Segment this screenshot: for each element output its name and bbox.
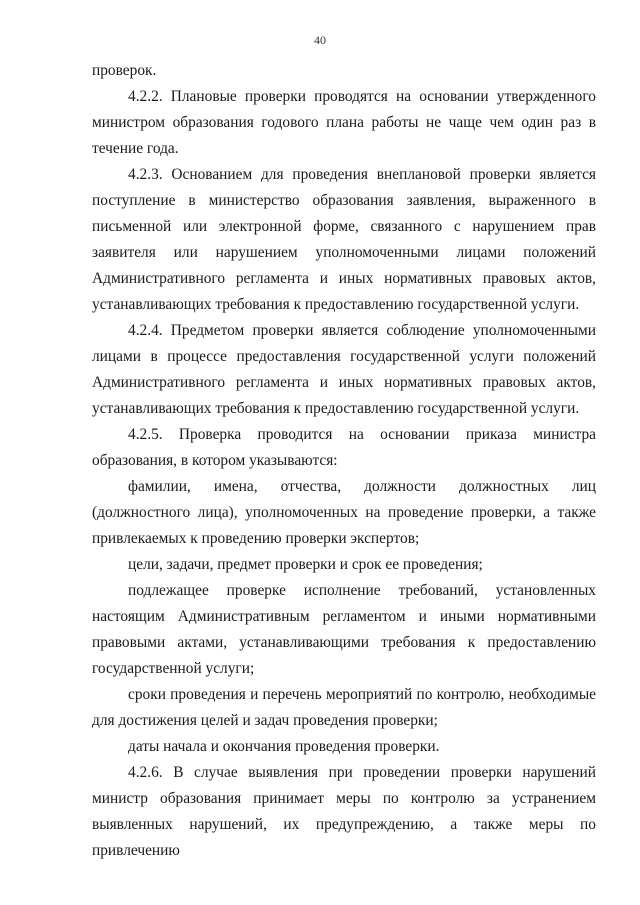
paragraph-4-2-2: 4.2.2. Плановые проверки проводятся на основании утвержденного министром образования годового плана работы не чаще чем один раз в течение года. [92, 88, 596, 157]
document-body [92, 58, 596, 864]
list-item-goals: цели, задачи, предмет проверки и срок ее проведения; [128, 556, 483, 573]
page-number: 40 [314, 33, 326, 47]
paragraph-4-2-6: 4.2.6. В случае выявления при проведении проверки нарушений министр образования принимает меры по контролю за устранением выявленных нарушений, их предупреждению, а также меры по привлечению [92, 764, 596, 859]
list-item-officials: фамилии, имена, отчества, должности должностных лиц (должностного лица), уполномоченных на проведение проверки, а также привлекаемых к проведению проверки экспертов; [92, 478, 596, 547]
paragraph-4-2-5: 4.2.5. Проверка проводится на основании приказа министра образования, в котором указываются: [92, 426, 596, 469]
list-item-dates: даты начала и окончания проведения проверки. [128, 738, 440, 755]
paragraph-4-2-3: 4.2.3. Основанием для проведения внеплановой проверки является поступление в министерство образования заявления, выраженного в письменной или электронной форме, связанного с нарушением прав заявителя или нарушением уполномоченными лицами положений Административного регламента и иных нормативных правовых актов, устанавливающих требования к предоставлению государственной услуги. [92, 166, 596, 313]
paragraph-continuation: проверок. [92, 62, 157, 79]
paragraph-4-2-4: 4.2.4. Предметом проверки является соблюдение уполномоченными лицами в процессе предоставления государственной услуги положений Административного регламента и иных нормативных правовых актов, устанавливающих требования к предоставлению государственной услуги. [92, 322, 596, 417]
list-item-requirements: подлежащее проверке исполнение требований, установленных настоящим Административным регламентом и иными нормативными правовыми актами, устанавливающими требования к предоставлению государственной услуги; [92, 582, 596, 677]
list-item-terms: сроки проведения и перечень мероприятий по контролю, необходимые для достижения целей и задач проведения проверки; [92, 686, 596, 729]
